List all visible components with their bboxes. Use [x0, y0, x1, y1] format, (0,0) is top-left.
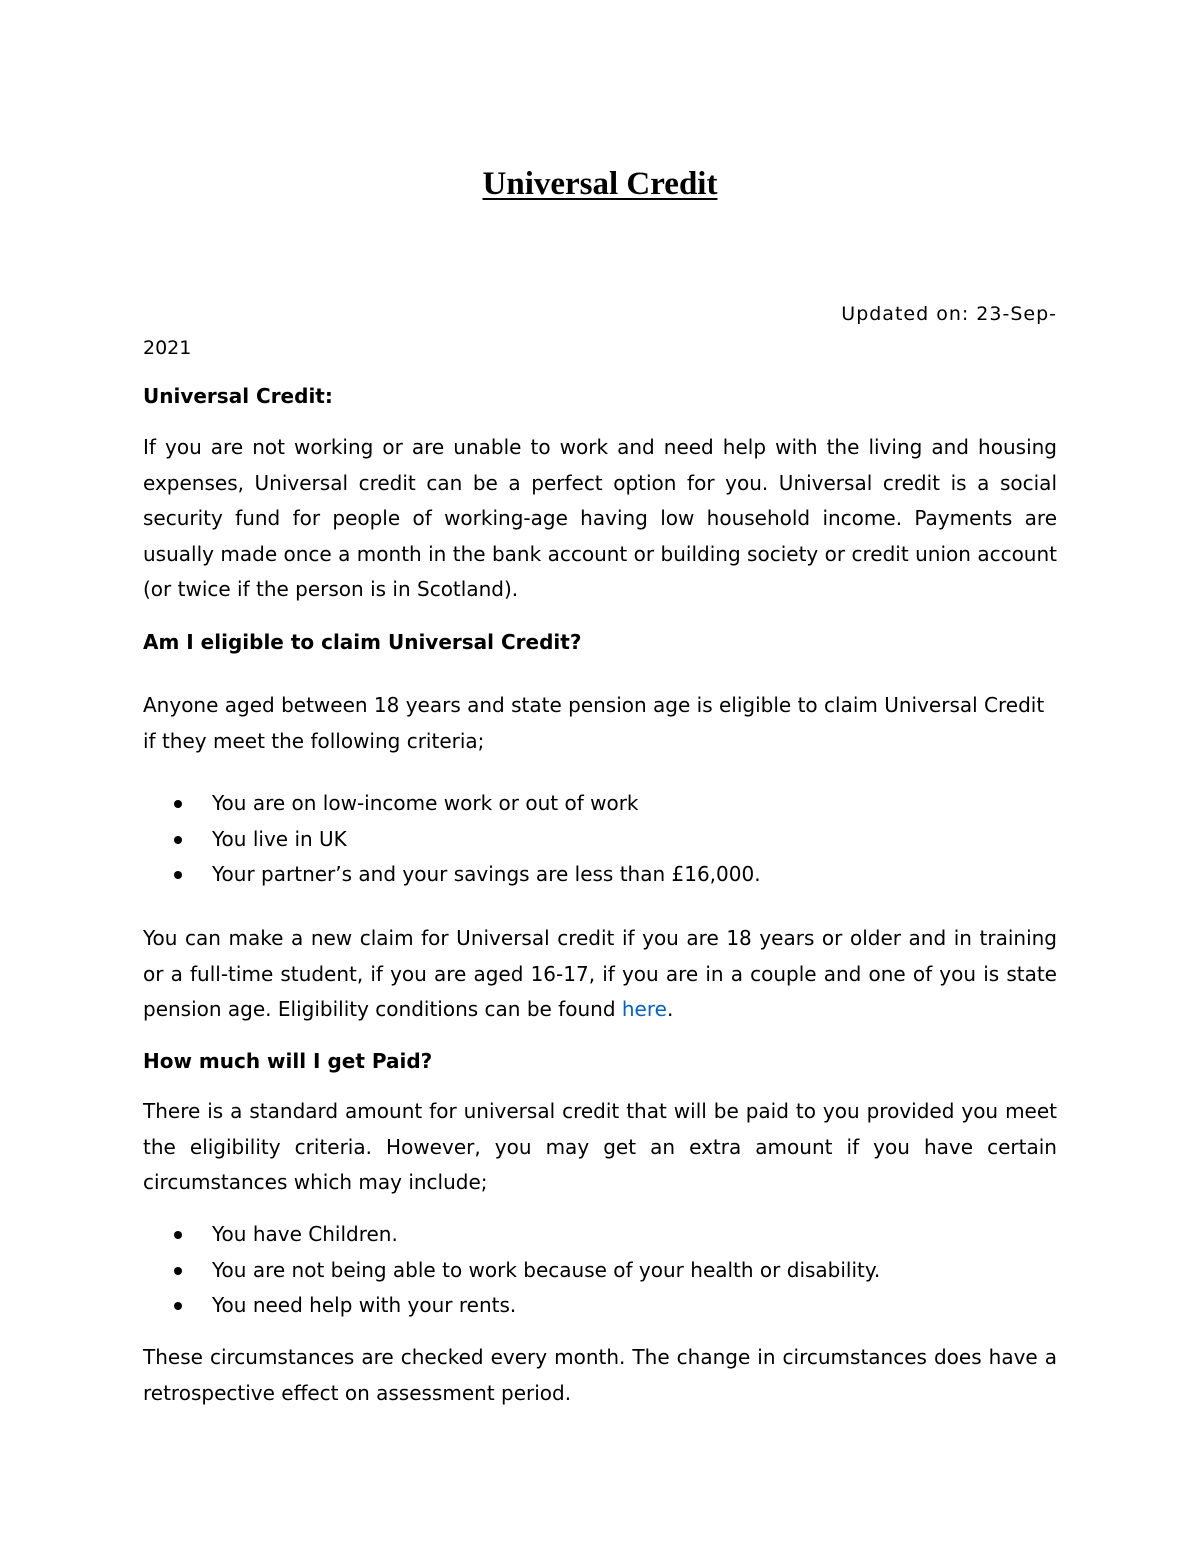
bullet-icon [174, 1267, 182, 1275]
intro-paragraph: If you are not working or are unable to work and need help with the living and housing expenses, Universal credit can be a perfect option for you. Universal credit is a social security fund for people of working-age having low household income. Payments are usually made once a month in the bank account or building society or credit union account (or twice if the person is in Scotland). [143, 435, 1057, 601]
payment-intro-paragraph: There is a standard amount for universal credit that will be paid to you provided you meet the eligibility criteria. However, you may get an extra amount if you have certain circumstances which may include; [143, 1099, 1057, 1194]
eligibility-conditions-link[interactable]: here [621, 997, 667, 1021]
bullet-icon [174, 871, 182, 879]
new-claim-paragraph [143, 921, 1057, 1028]
section-heading-universal-credit: Universal Credit: [143, 384, 333, 408]
new-claim-text-end: . [666, 997, 674, 1021]
updated-date-line1: Updated on: 23-Sep- [841, 303, 1057, 325]
section-heading-eligibility: Am I eligible to claim Universal Credit? [143, 630, 582, 654]
list-item [143, 822, 1057, 858]
list-item-text: You need help with your rents. [212, 1293, 517, 1317]
bullet-icon [174, 1302, 182, 1310]
list-item-text: You have Children. [212, 1222, 398, 1246]
bullet-icon [174, 1231, 182, 1239]
page-title: Universal Credit [482, 166, 718, 202]
list-item-text: You are not being able to work because of your health or disability. [212, 1257, 881, 1282]
bullet-icon [174, 800, 182, 808]
closing-paragraph: These circumstances are checked every month. The change in circumstances does have a retrospective effect on assessment period. [143, 1345, 1057, 1405]
list-item-text: Your partner’s and your savings are less than £16,000. [212, 862, 761, 886]
list-item [143, 786, 1057, 822]
circumstances-list [143, 1217, 1057, 1324]
section-heading-payment: How much will I get Paid? [143, 1049, 433, 1073]
list-item [143, 857, 1057, 893]
new-claim-text: You can make a new claim for Universal credit if you are 18 years or older and in training or a full-time student, if you are aged 16-17, if you are in a couple and one of you is state pension age. Eligibility conditions can be found [143, 926, 1057, 1021]
list-item-text: You are on low-income work or out of work [212, 791, 639, 815]
list-item [143, 1217, 1057, 1253]
list-item [143, 1253, 1057, 1289]
list-item [143, 1288, 1057, 1324]
eligibility-criteria-list [143, 786, 1057, 893]
list-item-text: You live in UK [212, 826, 347, 851]
bullet-icon [174, 836, 182, 844]
updated-date-line2: 2021 [143, 337, 192, 359]
eligibility-intro-paragraph: Anyone aged between 18 years and state pension age is eligible to claim Universal Credit if they meet the following criteria; [143, 693, 1045, 753]
